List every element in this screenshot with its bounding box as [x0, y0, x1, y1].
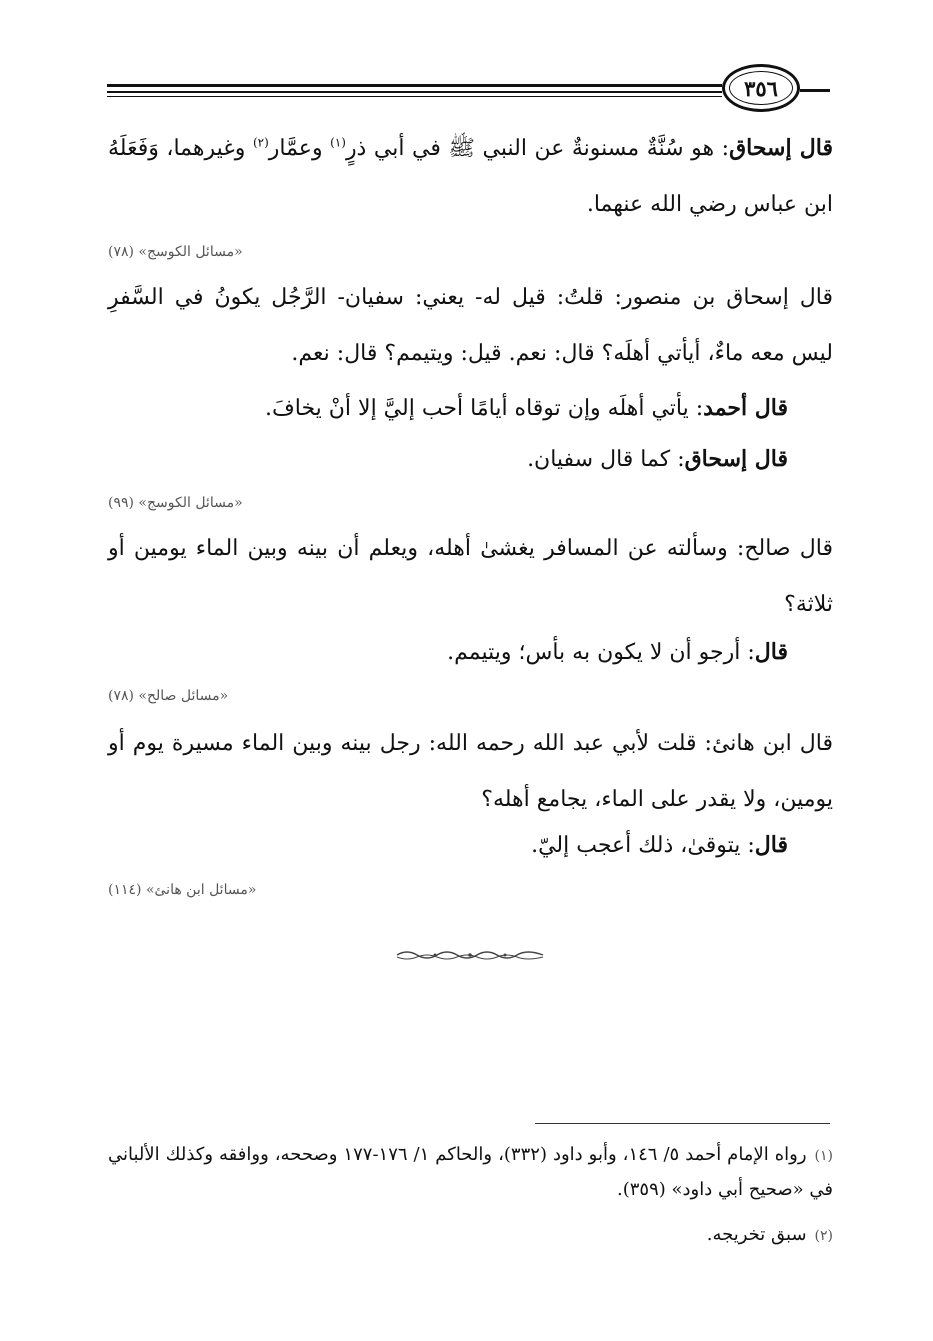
paragraph-3: قال صالح: وسألته عن المسافر يغشىٰ أهله، ويعلم أن بينه وبين الماء يومين أو ثلاثة؟	[108, 536, 833, 617]
paragraph-2-answer-2	[108, 431, 788, 488]
paragraph-2: قال إسحاق بن منصور: قلتُ: قيل له- يعني: سفيان- الرَّجُل يكونُ في السَّفرِ ليس معه ماءٌ، أيأتي أهلَه؟ قال: نعم. قيل: ويتيمم؟ قال: نعم.	[108, 285, 833, 366]
footnote-text: رواه الإمام أحمد ٥/ ١٤٦، وأبو داود (٣٣٢)، والحاكم ١/ ١٧٦-١٧٧ وصححه، ووافقه وكذلك الألباني في «صحيح أبي داود» (٣٥٩).	[108, 1144, 833, 1200]
paragraph-1	[108, 120, 833, 233]
header-rule-tail	[800, 89, 830, 92]
paragraph-text: : يتوقىٰ، ذلك أعجب إليّ.	[531, 833, 755, 858]
footnote-ref-1[interactable]: (١)	[330, 135, 346, 150]
paragraph-text: : أرجو أن لا يكون به بأس؛ ويتيمم.	[447, 640, 755, 665]
header-rule-middle	[107, 91, 722, 93]
paragraph-text: : يأتي أهلَه وإن توقاه أيامًا أحب إليَّ إلا أنْ يخافَ.	[264, 396, 704, 421]
footnote-number: (٢)	[814, 1228, 833, 1244]
speaker-label: قال	[754, 832, 788, 858]
paragraph-4: قال ابن هانئ: قلت لأبي عبد الله رحمه الله: رجل بينه وبين الماء مسيرة يوم أو يومين، ولا يقدر على الماء، يجامع أهله؟	[108, 731, 833, 812]
footnote-number: (١)	[814, 1148, 833, 1164]
paragraph-4-answer	[108, 817, 788, 874]
source-citation: «مسائل الكوسج» (٧٨)	[108, 244, 243, 260]
speaker-label: قال	[754, 639, 788, 665]
paragraph-text: وعمَّار	[268, 136, 331, 161]
footnote-2	[108, 1218, 833, 1253]
footnote-ref-2[interactable]: (٢)	[252, 135, 269, 150]
paragraph-text: : كما قال سفيان.	[527, 447, 685, 472]
paragraph-text: وغيرهما، وَفَعَلَهُ ابن عباس رضي الله عنهما.	[108, 136, 833, 217]
header-rule-bottom	[107, 96, 722, 97]
section-divider-ornament	[395, 948, 545, 962]
source-citation: «مسائل الكوسج» (٩٩)	[108, 495, 243, 511]
footnote-text: سبق تخريجه.	[706, 1224, 807, 1245]
paragraph-2-answer	[108, 380, 788, 437]
speaker-label: قال إسحاق	[729, 135, 833, 161]
header-rule-top	[107, 84, 722, 87]
paragraph-text: : هو سُنَّةٌ مسنونةٌ عن النبي ﷺ في أبي ذرٍ	[345, 136, 730, 161]
speaker-label: قال أحمد	[703, 395, 788, 421]
footnote-separator	[535, 1123, 830, 1124]
footnote-1	[108, 1138, 833, 1206]
paragraph-3-answer	[108, 624, 788, 681]
speaker-label: قال إسحاق	[684, 446, 788, 472]
source-citation: «مسائل ابن هانئ» (١١٤)	[108, 882, 257, 898]
source-citation: «مسائل صالح» (٧٨)	[108, 688, 229, 704]
page-number: ٣٥٦	[722, 64, 800, 112]
